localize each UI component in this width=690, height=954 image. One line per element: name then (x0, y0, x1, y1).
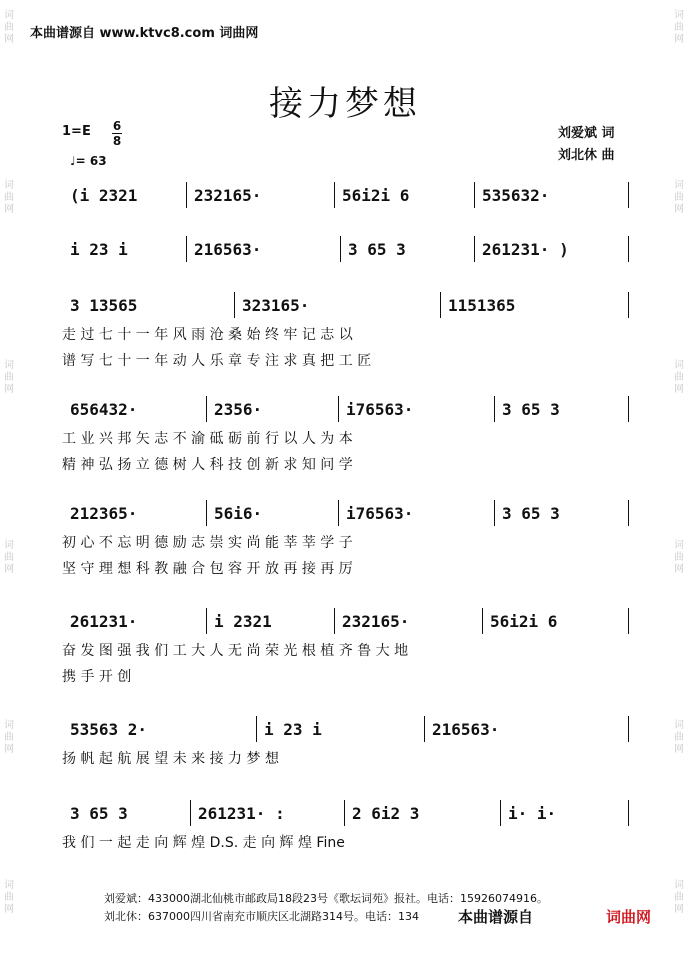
measure-notes: 323165· (242, 296, 310, 315)
measure-notes: 232165· (194, 186, 262, 205)
stamp-site: 词曲网 (606, 908, 652, 926)
time-signature (112, 120, 122, 147)
bar-line (628, 182, 629, 208)
bar-line (500, 800, 501, 826)
lyric-line: 精 神 弘 扬 立 德 树 人 科 技 创 新 求 知 问 学 (62, 457, 353, 473)
measure-notes: 3 13565 (70, 296, 138, 315)
measure-notes: 3 65 3 (348, 240, 406, 259)
watermark-left: 词 曲 网 (4, 10, 14, 45)
lyric-line: 携 手 开 创 (62, 669, 132, 685)
watermark-left: 词 曲 网 (4, 720, 14, 755)
lyric-line: 初 心 不 忘 明 德 励 志 崇 实 尚 能 莘 莘 学 子 (62, 535, 353, 551)
measure-notes: i76563· (346, 504, 414, 523)
measure-notes: 56i2i 6 (490, 612, 558, 631)
bar-line (494, 500, 495, 526)
score-system (0, 712, 690, 746)
measure-notes: 216563· (432, 720, 500, 739)
measure-notes: 261231· : (198, 804, 285, 823)
measure-notes: 3 65 3 (502, 400, 560, 419)
lyric-line: 走 过 七 十 一 年 风 雨 沧 桑 始 终 牢 记 志 以 (62, 327, 353, 343)
measure-notes: 1151365 (448, 296, 516, 315)
lyric-line: 工 业 兴 邦 矢 志 不 渝 砥 砺 前 行 以 人 为 本 (62, 431, 353, 447)
measure-notes: 656432· (70, 400, 138, 419)
score-system (0, 232, 690, 266)
bar-line (334, 182, 335, 208)
watermark-right: 词 曲 网 (674, 880, 684, 915)
score-system (0, 392, 690, 426)
measure-notes: (i 2321 (70, 186, 138, 205)
bar-line (338, 500, 339, 526)
measure-notes: 232165· (342, 612, 410, 631)
source-header: 本曲谱源自 www.ktvc8.com 词曲网 (30, 26, 259, 41)
measure-notes: 56i6· (214, 504, 263, 523)
bar-line (628, 716, 629, 742)
composer-credit: 刘北休 曲 (558, 148, 615, 163)
lyric-line: 谱 写 七 十 一 年 动 人 乐 章 专 注 求 真 把 工 匠 (62, 353, 372, 369)
bar-line (338, 396, 339, 422)
measure-notes: 3 65 3 (70, 804, 128, 823)
measure-notes: 2 6i2 3 (352, 804, 420, 823)
watermark-left: 词 曲 网 (4, 540, 14, 575)
bar-line (494, 396, 495, 422)
measure-notes: 56i2i 6 (342, 186, 410, 205)
lyricist-credit: 刘爱斌 词 (558, 126, 615, 141)
bar-line (440, 292, 441, 318)
watermark-left: 词 曲 网 (4, 880, 14, 915)
watermark-right: 词 曲 网 (674, 540, 684, 575)
score-system (0, 288, 690, 322)
score-system (0, 796, 690, 830)
watermark-right: 词 曲 网 (674, 10, 684, 45)
bar-line (628, 236, 629, 262)
meter-top: 6 (112, 119, 122, 133)
bar-line (206, 500, 207, 526)
measure-notes: 212365· (70, 504, 138, 523)
lyric-line: 我 们 一 起 走 向 辉 煌 D.S. 走 向 辉 煌 Fine (62, 835, 345, 851)
watermark-right: 词 曲 网 (674, 360, 684, 395)
bar-line (186, 236, 187, 262)
measure-notes: i 23 i (264, 720, 322, 739)
measure-notes: i 2321 (214, 612, 272, 631)
bar-line (628, 500, 629, 526)
bar-line (628, 608, 629, 634)
bar-line (482, 608, 483, 634)
measure-notes: 535632· (482, 186, 550, 205)
measure-notes: 3 65 3 (502, 504, 560, 523)
bar-line (474, 236, 475, 262)
measure-notes: 261231· (70, 612, 138, 631)
watermark-right: 词 曲 网 (674, 180, 684, 215)
meter-bottom: 8 (112, 134, 122, 148)
measure-notes: i76563· (346, 400, 414, 419)
bar-line (628, 396, 629, 422)
bar-line (344, 800, 345, 826)
measure-notes: 53563 2· (70, 720, 148, 739)
bar-line (628, 800, 629, 826)
measure-notes: i· i· (508, 804, 557, 823)
bar-line (190, 800, 191, 826)
lyric-line: 坚 守 理 想 科 教 融 合 包 容 开 放 再 接 再 厉 (62, 561, 353, 577)
watermark-right: 词 曲 网 (674, 720, 684, 755)
score-system (0, 178, 690, 212)
tempo-mark: ♩= 63 (70, 154, 107, 168)
score-system (0, 604, 690, 638)
watermark-left: 词 曲 网 (4, 180, 14, 215)
bar-line (474, 182, 475, 208)
footer-line-2: 刘北休：637000四川省南充市顺庆区北湖路314号。电话：134 (104, 910, 419, 923)
bar-line (334, 608, 335, 634)
measure-notes: i 23 i (70, 240, 128, 259)
song-title: 接力梦想 (269, 84, 421, 124)
watermark-left: 词 曲 网 (4, 360, 14, 395)
bar-line (186, 182, 187, 208)
key-signature: 1=E (62, 124, 91, 139)
measure-notes: 261231· ) (482, 240, 569, 259)
measure-notes: 2356· (214, 400, 263, 419)
bar-line (340, 236, 341, 262)
score-system (0, 496, 690, 530)
lyric-line: 扬 帆 起 航 展 望 未 来 接 力 梦 想 (62, 751, 279, 767)
measure-notes: 216563· (194, 240, 262, 259)
bar-line (256, 716, 257, 742)
lyric-line: 奋 发 图 强 我 们 工 大 人 无 尚 荣 光 根 植 齐 鲁 大 地 (62, 643, 409, 659)
bar-line (628, 292, 629, 318)
stamp-source: 本曲谱源自 (458, 908, 534, 926)
footer-line-1: 刘爱斌：433000湖北仙桃市邮政局18段23号《歌坛词苑》报社。电话：15926074916。 (104, 892, 548, 905)
bar-line (424, 716, 425, 742)
bar-line (206, 608, 207, 634)
bar-line (206, 396, 207, 422)
bar-line (234, 292, 235, 318)
